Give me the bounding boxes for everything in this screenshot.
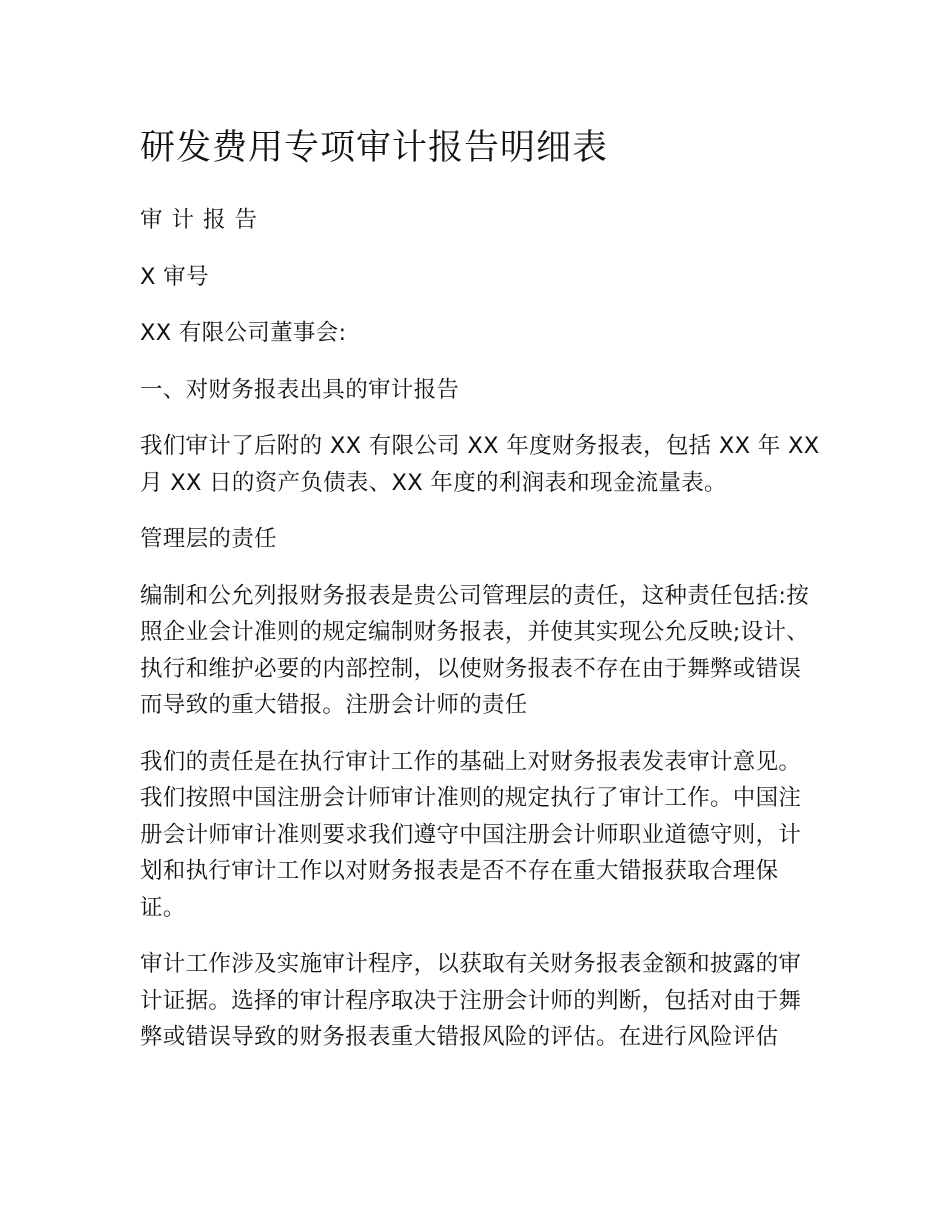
paragraph-auditor-responsibility: 我们的责任是在执行审计工作的基础上对财务报表发表审计意见。我们按照中国注册会计师审计准则的规定执行了审计工作。中国注册会计师审计准则要求我们遵守中国注册会计师职业道德守则，计划和执行审计工作以对财务报表是否不存在重大错报获取合理保证。 bbox=[140, 748, 802, 921]
report-number: X 审号 bbox=[140, 263, 209, 290]
section-heading-management-responsibility: 管理层的责任 bbox=[140, 526, 277, 552]
addressee: XX 有限公司董事会: bbox=[140, 320, 347, 346]
paragraph-audit-scope: 我们审计了后附的 XX 有限公司 XX 年度财务报表，包括 XX 年 XX 月 XX 日的资产负债表、XX 年度的利润表和现金流量表。 bbox=[140, 433, 820, 496]
report-heading: 审计报告 bbox=[140, 207, 267, 233]
paragraph-management-responsibility: 编制和公允列报财务报表是贵公司管理层的责任，这种责任包括:按照企业会计准则的规定编制财务报表，并使其实现公允反映;设计、执行和维护必要的内部控制，以使财务报表不存在由于舞弊或错误而导致的重大错报。注册会计师的责任 bbox=[140, 582, 810, 718]
paragraph-audit-procedures: 审计工作涉及实施审计程序，以获取有关财务报表金额和披露的审计证据。选择的审计程序取决于注册会计师的判断，包括对由于舞弊或错误导致的财务报表重大错报风险的评估。在进行风险评估 bbox=[140, 951, 802, 1050]
document-page bbox=[140, 124, 820, 1076]
section-heading-audit-report: 一、对财务报表出具的审计报告 bbox=[140, 376, 460, 403]
document-title: 研发费用专项审计报告明细表 bbox=[140, 128, 609, 168]
